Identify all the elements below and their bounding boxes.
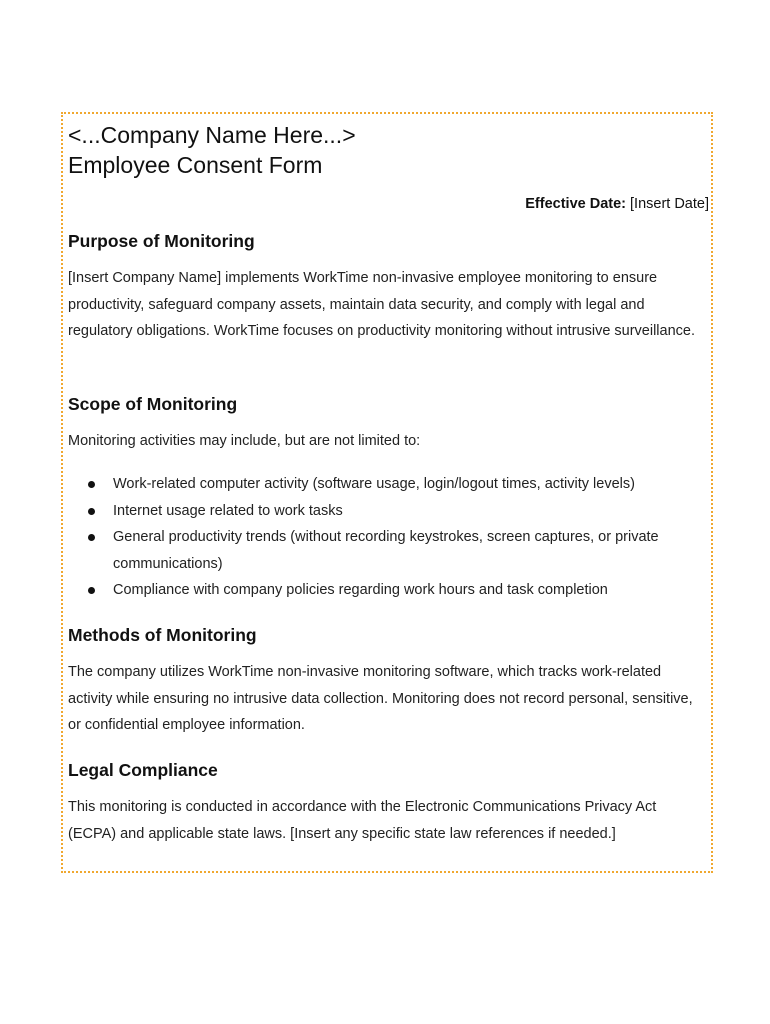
methods-heading: Methods of Monitoring (68, 625, 257, 645)
list-item (68, 498, 698, 525)
effective-date (525, 194, 709, 214)
scope-list (68, 471, 698, 604)
legal-text: This monitoring is conducted in accordance with the Electronic Communications Privacy Act (ECPA) and applicable state laws. [Insert any specific state law references if needed.] (68, 799, 657, 842)
list-item-text: Internet usage related to work tasks (113, 502, 343, 519)
list-item-text: Work-related computer activity (software usage, login/logout times, activity levels) (113, 476, 635, 492)
legal-heading: Legal Compliance (68, 760, 218, 780)
list-item (68, 577, 698, 604)
list-item (68, 471, 698, 498)
purpose-heading: Purpose of Monitoring (68, 231, 255, 251)
bullet-icon (88, 587, 95, 594)
methods-text: The company utilizes WorkTime non-invasive monitoring software, which tracks work-related activity while ensuring no intrusive data collection. Monitoring does not record personal, sensitive, or confidential employee information. (68, 664, 693, 734)
list-item-text: Compliance with company policies regarding work hours and task completion (113, 582, 608, 598)
form-title: Employee Consent Form (68, 152, 323, 178)
scope-heading: Scope of Monitoring (68, 394, 238, 414)
purpose-text: [Insert Company Name] implements WorkTime non-invasive employee monitoring to ensure productivity, safeguard company assets, maintain data security, and comply with legal and regulatory obligations. WorkTime focuses on productivity monitoring without intrusive surveillance. (68, 270, 696, 340)
bullet-icon (88, 481, 95, 488)
list-item-text: General productivity trends (without recording keystrokes, screen captures, or private communications) (113, 529, 659, 572)
effective-date-label: Effective Date: (525, 196, 626, 212)
scope-intro: Monitoring activities may include, but are not limited to: (68, 433, 421, 449)
effective-date-value: [Insert Date] (630, 196, 709, 212)
bullet-icon (88, 534, 95, 541)
bullet-icon (88, 508, 95, 515)
company-name-placeholder: <...Company Name Here...> (68, 122, 356, 148)
list-item (68, 524, 698, 577)
